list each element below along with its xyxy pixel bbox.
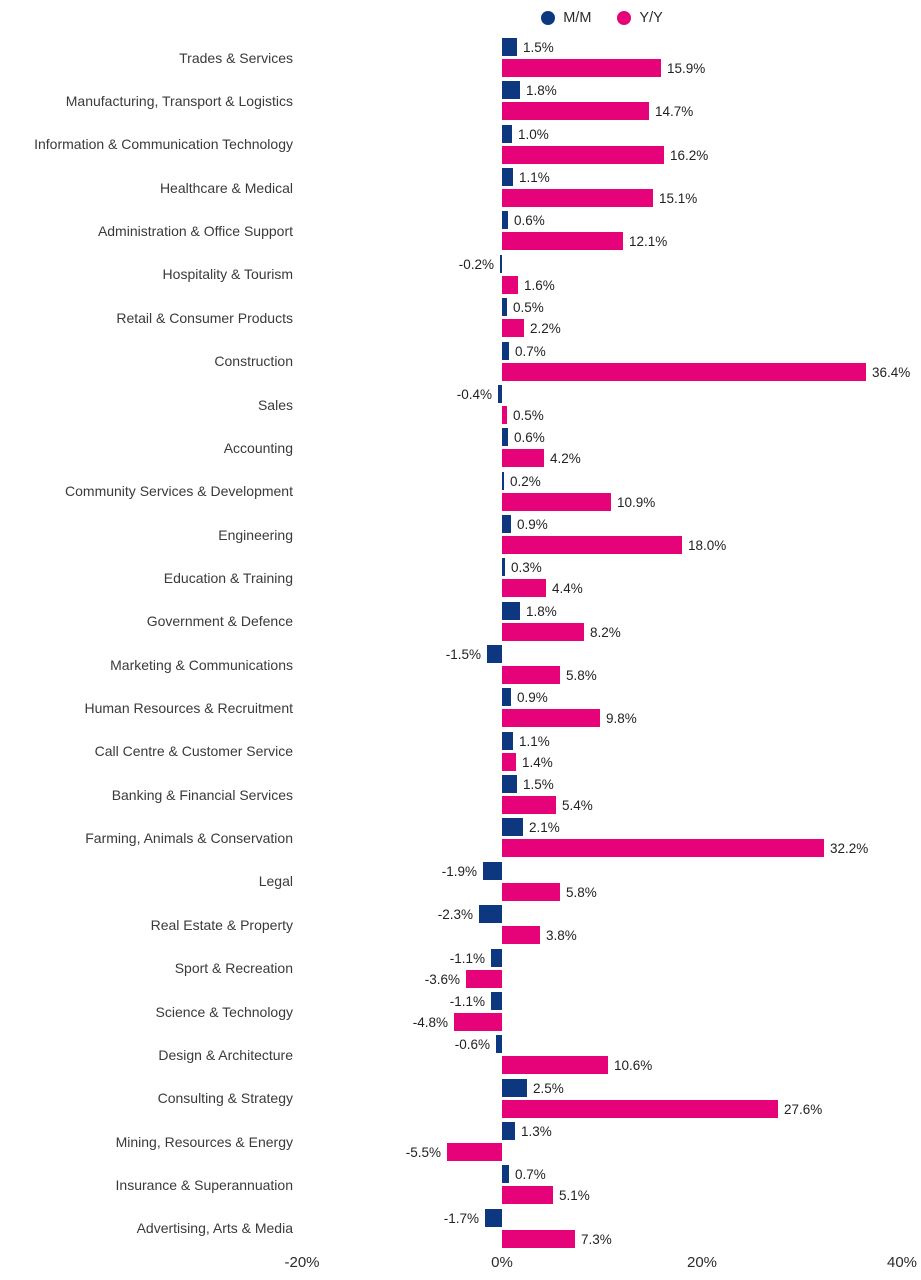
category-row xyxy=(0,470,921,513)
mm-bar xyxy=(502,1079,527,1097)
x-axis xyxy=(284,1250,918,1280)
mm-bar xyxy=(502,1122,515,1140)
mm-value-label: -0.4% xyxy=(456,386,492,402)
category-row xyxy=(0,860,921,903)
mm-value-label: -2.3% xyxy=(437,907,473,923)
category-plot xyxy=(302,340,911,383)
mm-bar xyxy=(496,1035,502,1053)
x-axis-tick: -20% xyxy=(284,1254,320,1271)
category-row xyxy=(0,79,921,122)
yy-value-label: 7.3% xyxy=(581,1231,612,1247)
yy-legend-dot-icon xyxy=(617,11,631,25)
legend-yy-label: Y/Y xyxy=(639,10,663,26)
yy-value-label: 3.8% xyxy=(546,928,577,944)
yy-bar xyxy=(502,1100,778,1118)
category-label: Education & Training xyxy=(163,569,293,586)
category-plot xyxy=(302,383,902,426)
category-plot xyxy=(302,1077,902,1120)
yy-value-label: -3.6% xyxy=(424,971,460,987)
category-row xyxy=(0,123,921,166)
legend-mm-label: M/M xyxy=(563,10,592,26)
category-label: Retail & Consumer Products xyxy=(116,309,293,326)
category-plot xyxy=(302,426,902,469)
yy-bar xyxy=(502,883,560,901)
category-plot xyxy=(302,166,902,209)
yy-bar xyxy=(466,970,502,988)
x-axis-tick: 20% xyxy=(686,1254,718,1271)
yy-bar xyxy=(502,232,623,250)
category-label: Healthcare & Medical xyxy=(159,179,293,196)
yy-value-label: 5.8% xyxy=(566,884,597,900)
mm-value-label: 1.5% xyxy=(523,40,554,55)
category-plot xyxy=(302,209,902,252)
category-plot xyxy=(302,860,902,903)
yy-value-label: 1.6% xyxy=(524,277,555,293)
yy-bar xyxy=(502,666,560,684)
mm-value-label: -0.2% xyxy=(458,256,494,272)
category-row xyxy=(0,513,921,556)
category-plot xyxy=(302,1163,902,1206)
yy-bar xyxy=(502,839,824,857)
category-label: Banking & Financial Services xyxy=(111,786,293,803)
category-label: Sales xyxy=(257,396,293,413)
category-row xyxy=(0,426,921,469)
mm-value-label: 0.7% xyxy=(515,343,546,359)
mm-value-label: 1.3% xyxy=(521,1123,552,1139)
mm-value-label: 0.3% xyxy=(511,560,542,576)
yy-value-label: 2.2% xyxy=(530,321,561,337)
category-row xyxy=(0,36,921,79)
mm-bar xyxy=(483,862,502,880)
category-plot xyxy=(302,513,902,556)
category-label: Consulting & Strategy xyxy=(157,1090,293,1107)
mm-value-label: 1.1% xyxy=(519,733,550,749)
mm-value-label: 1.1% xyxy=(519,170,550,186)
yy-value-label: 14.7% xyxy=(655,104,694,120)
yy-bar xyxy=(502,146,664,164)
category-plot xyxy=(302,947,902,990)
mm-bar xyxy=(485,1209,502,1227)
yy-bar xyxy=(502,59,661,77)
category-plot xyxy=(302,816,902,859)
category-label: Trades & Services xyxy=(179,49,293,66)
category-plot xyxy=(302,600,902,643)
category-label: Marketing & Communications xyxy=(110,656,293,673)
mm-value-label: -1.9% xyxy=(441,863,477,879)
mm-value-label: 1.8% xyxy=(526,603,557,619)
yy-value-label: -4.8% xyxy=(412,1014,448,1030)
mm-value-label: 2.1% xyxy=(529,820,560,836)
yy-bar xyxy=(502,319,524,337)
mm-value-label: 0.6% xyxy=(514,213,545,229)
category-label: Engineering xyxy=(218,526,293,543)
yy-bar xyxy=(502,796,556,814)
category-row xyxy=(0,903,921,946)
yy-value-label: 15.9% xyxy=(667,61,706,76)
yy-bar xyxy=(502,536,682,554)
category-label: Science & Technology xyxy=(155,1003,293,1020)
category-row xyxy=(0,253,921,296)
category-plot xyxy=(302,79,902,122)
category-plot xyxy=(302,36,902,79)
mm-value-label: 0.2% xyxy=(510,473,541,489)
yy-bar xyxy=(502,1186,553,1204)
yy-bar xyxy=(502,406,507,424)
mm-value-label: 0.9% xyxy=(517,516,548,532)
legend-item-yy xyxy=(617,10,662,26)
category-label: Sport & Recreation xyxy=(174,960,293,977)
mm-value-label: -1.5% xyxy=(445,647,481,663)
category-plot xyxy=(302,773,902,816)
mm-bar xyxy=(500,255,502,273)
chart-legend xyxy=(302,0,902,36)
mm-bar xyxy=(502,168,513,186)
category-plot xyxy=(302,990,902,1033)
category-plot xyxy=(302,643,902,686)
yy-bar xyxy=(502,1230,575,1248)
category-label: Construction xyxy=(214,353,293,370)
yy-bar xyxy=(502,753,516,771)
category-label: Advertising, Arts & Media xyxy=(136,1220,293,1237)
category-label: Information & Communication Technology xyxy=(34,136,293,153)
category-plot xyxy=(302,253,902,296)
category-row xyxy=(0,209,921,252)
mm-bar xyxy=(491,949,502,967)
mm-value-label: -0.6% xyxy=(454,1037,490,1053)
category-label: Hospitality & Tourism xyxy=(162,266,293,283)
yy-value-label: 8.2% xyxy=(590,624,621,640)
category-plot xyxy=(302,470,902,513)
category-label: Human Resources & Recruitment xyxy=(84,700,293,717)
yy-value-label: 18.0% xyxy=(688,537,727,553)
category-label: Farming, Animals & Conservation xyxy=(85,830,293,847)
yy-value-label: 10.6% xyxy=(614,1058,653,1074)
yy-value-label: 5.4% xyxy=(562,798,593,814)
mm-bar xyxy=(502,602,520,620)
mm-bar xyxy=(479,905,502,923)
yy-bar xyxy=(447,1143,502,1161)
mm-bar xyxy=(502,515,511,533)
category-row xyxy=(0,1120,921,1163)
mm-value-label: 0.5% xyxy=(513,300,544,316)
category-label: Government & Defence xyxy=(146,613,293,630)
category-row xyxy=(0,340,921,383)
yy-value-label: 5.8% xyxy=(566,668,597,684)
yy-value-label: 4.2% xyxy=(550,451,581,467)
mm-bar xyxy=(502,818,523,836)
yy-bar xyxy=(502,623,584,641)
yy-value-label: 5.1% xyxy=(559,1188,590,1204)
mm-value-label: -1.1% xyxy=(449,993,485,1009)
mm-bar xyxy=(491,992,502,1010)
yy-value-label: -5.5% xyxy=(405,1144,441,1160)
category-plot xyxy=(302,686,902,729)
yy-value-label: 1.4% xyxy=(522,754,553,770)
category-row xyxy=(0,773,921,816)
yy-bar xyxy=(502,579,546,597)
yy-bar xyxy=(502,102,649,120)
mm-bar xyxy=(487,645,502,663)
chart-body xyxy=(0,36,921,1250)
mm-bar xyxy=(502,211,508,229)
yy-value-label: 0.5% xyxy=(513,407,544,423)
category-plot xyxy=(302,123,902,166)
category-label: Manufacturing, Transport & Logistics xyxy=(65,92,293,109)
yy-bar xyxy=(502,1056,608,1074)
yy-bar xyxy=(502,449,544,467)
category-row xyxy=(0,1207,921,1250)
mm-bar xyxy=(502,472,504,490)
category-row xyxy=(0,1033,921,1076)
mm-bar xyxy=(502,38,517,56)
mm-legend-dot-icon xyxy=(541,11,555,25)
category-row xyxy=(0,990,921,1033)
category-row xyxy=(0,1077,921,1120)
category-label: Administration & Office Support xyxy=(97,223,293,240)
yy-value-label: 27.6% xyxy=(784,1101,823,1117)
category-plot xyxy=(302,1207,902,1250)
legend-item-mm xyxy=(541,10,591,26)
category-row xyxy=(0,643,921,686)
category-row xyxy=(0,166,921,209)
yy-bar xyxy=(502,926,540,944)
yy-bar xyxy=(454,1013,502,1031)
category-plot xyxy=(302,296,902,339)
category-label: Design & Architecture xyxy=(158,1046,293,1063)
category-row xyxy=(0,730,921,773)
category-row xyxy=(0,600,921,643)
mm-bar xyxy=(502,298,507,316)
category-label: Mining, Resources & Energy xyxy=(115,1133,293,1150)
category-plot xyxy=(302,903,902,946)
mm-bar xyxy=(502,558,505,576)
mm-bar xyxy=(502,688,511,706)
category-row xyxy=(0,556,921,599)
yy-bar xyxy=(502,709,600,727)
category-label: Insurance & Superannuation xyxy=(115,1176,293,1193)
mm-value-label: 0.9% xyxy=(517,690,548,706)
category-plot xyxy=(302,730,902,773)
category-row xyxy=(0,296,921,339)
mm-bar xyxy=(502,342,509,360)
mm-value-label: -1.7% xyxy=(443,1210,479,1226)
yy-value-label: 10.9% xyxy=(617,494,656,510)
category-label: Call Centre & Customer Service xyxy=(94,743,293,760)
yy-value-label: 16.2% xyxy=(670,147,709,163)
mm-value-label: 1.8% xyxy=(526,83,557,99)
mm-value-label: -1.1% xyxy=(449,950,485,966)
yy-value-label: 15.1% xyxy=(659,191,698,207)
mm-bar xyxy=(502,1165,509,1183)
yy-bar xyxy=(502,189,653,207)
mm-value-label: 0.6% xyxy=(514,430,545,446)
yy-value-label: 12.1% xyxy=(629,234,668,250)
category-row xyxy=(0,947,921,990)
mm-bar xyxy=(502,81,520,99)
yy-value-label: 36.4% xyxy=(872,364,911,380)
mm-bar xyxy=(502,732,513,750)
category-row xyxy=(0,383,921,426)
yy-bar xyxy=(502,276,518,294)
x-axis-tick: 40% xyxy=(886,1254,918,1271)
mm-bar xyxy=(502,428,508,446)
yy-bar xyxy=(502,363,866,381)
category-plot xyxy=(302,1033,902,1076)
category-row xyxy=(0,1163,921,1206)
category-plot xyxy=(302,556,902,599)
mm-bar xyxy=(502,775,517,793)
category-label: Community Services & Development xyxy=(65,483,293,500)
mm-value-label: 2.5% xyxy=(533,1080,564,1096)
yy-value-label: 4.4% xyxy=(552,581,583,597)
category-label: Accounting xyxy=(223,439,293,456)
category-label: Real Estate & Property xyxy=(150,916,293,933)
x-axis-tick: 0% xyxy=(491,1254,513,1271)
category-label: Legal xyxy=(258,873,293,890)
yy-value-label: 9.8% xyxy=(606,711,637,727)
yy-value-label: 32.2% xyxy=(830,841,869,857)
mm-value-label: 1.0% xyxy=(518,126,549,142)
mm-value-label: 0.7% xyxy=(515,1167,546,1183)
yy-bar xyxy=(502,493,611,511)
mm-bar xyxy=(502,125,512,143)
mm-value-label: 1.5% xyxy=(523,777,554,793)
category-row xyxy=(0,686,921,729)
category-plot xyxy=(302,1120,902,1163)
category-row xyxy=(0,816,921,859)
mm-bar xyxy=(498,385,502,403)
